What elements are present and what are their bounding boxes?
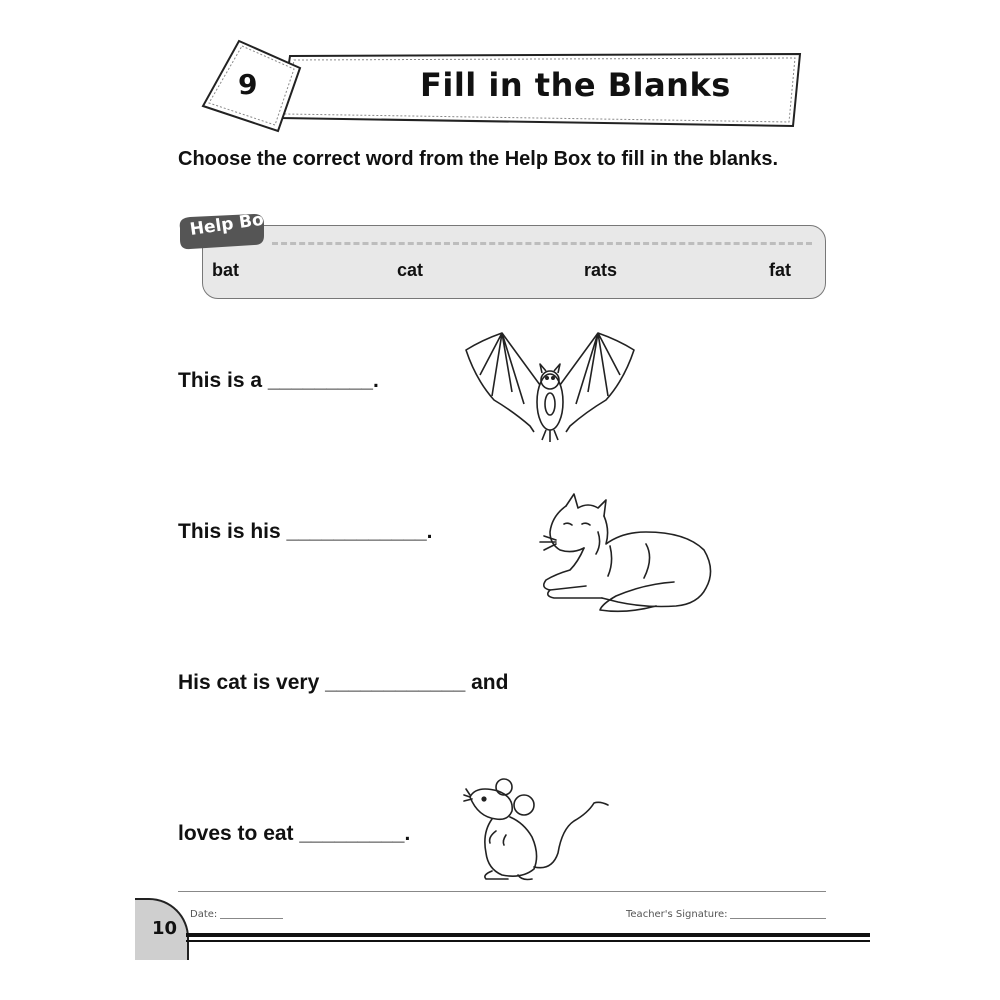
help-word-fat: fat <box>769 260 791 280</box>
help-word-bat: bat <box>212 260 239 280</box>
footer-divider <box>178 891 826 892</box>
page-title: Fill in the Blanks <box>420 66 731 104</box>
signature-line <box>730 918 826 919</box>
help-word-rats: rats <box>584 260 618 280</box>
help-box-label: Help Box <box>188 208 276 240</box>
sentence-3: His cat is very ____________ and <box>178 671 509 694</box>
date-line <box>220 918 283 919</box>
sentence-1: This is a _________. <box>178 369 379 392</box>
help-box <box>202 225 826 299</box>
mouse-illustration <box>462 775 612 885</box>
cat-illustration <box>526 492 716 614</box>
signature-label: Teacher's Signature: <box>626 909 728 920</box>
bat-illustration <box>462 330 638 445</box>
instructions: Choose the correct word from the Help Box to fill in the blanks. <box>178 148 779 170</box>
sentence-4: loves to eat _________. <box>178 822 411 845</box>
sentence-2: This is his ____________. <box>178 520 433 543</box>
footer-thick-rule <box>186 933 870 937</box>
page-number: 10 <box>152 918 178 939</box>
help-box-divider <box>272 242 812 245</box>
help-word-cat: cat <box>397 260 424 280</box>
footer-thin-rule <box>186 940 870 942</box>
activity-number: 9 <box>238 68 258 101</box>
date-label: Date: <box>190 909 218 920</box>
